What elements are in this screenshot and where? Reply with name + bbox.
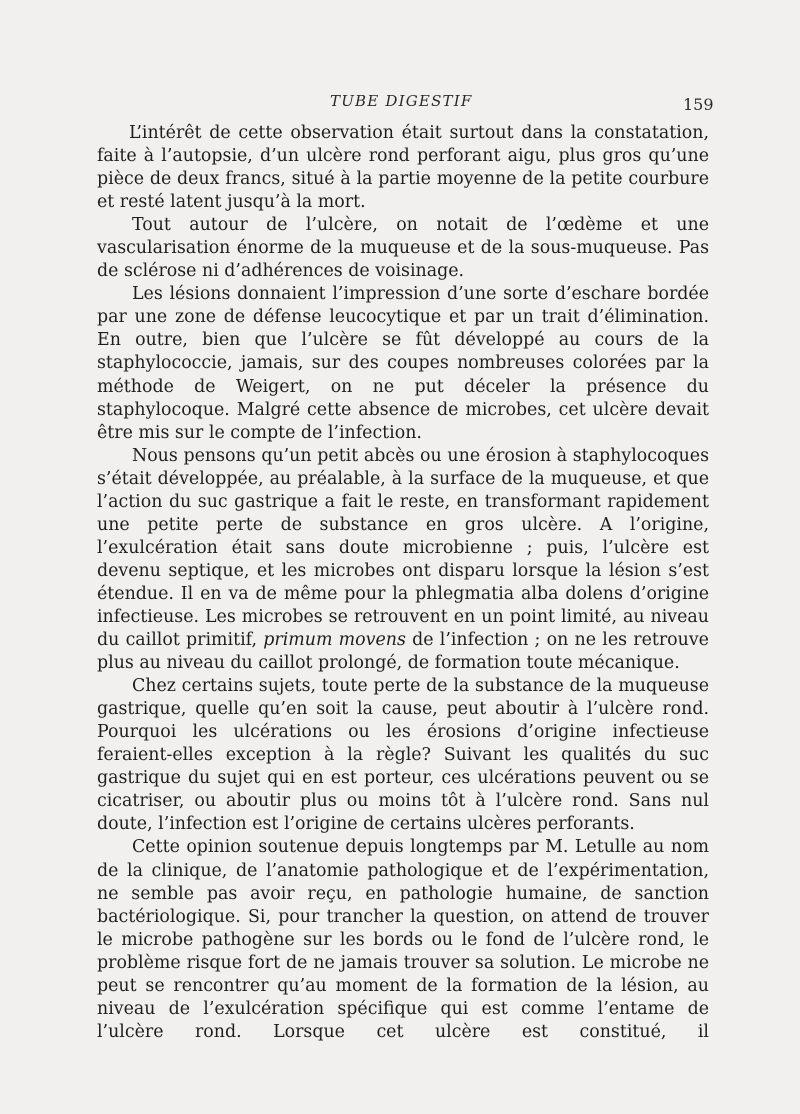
paragraph-4-text-after: de l’infection ; on ne les retrouve plus au niveau du caillot prolongé, de formation toute mécanique.: [97, 630, 709, 674]
body-text: [97, 122, 709, 1044]
paragraph-3: Les lésions donnaient l’impression d’une sorte d’eschare bordée par une zone de défense leucocytique et par un trait d’élimination. En outre, bien que l’ulcère se fût développé au cours de la staphylococcie, jamais, sur des coupes nombreuses colorées par la méthode de Weigert, on ne put déceler la présence du staphylocoque. Malgré cette absence de microbes, cet ulcère devait être mis sur le compte de l’infection.: [97, 284, 709, 443]
running-head-title: TUBE DIGESTIF: [330, 92, 473, 110]
paragraph-4-text-before: Nous pensons qu’un petit abcès ou une érosion à staphylocoques s’était développée, au préalable, à la surface de la muqueuse, et que l’action du suc gastrique a fait le reste, en transformant rapidement une petite perte de substance en gros ulcère. A l’origine, l’exulcération était sans doute microbienne ; puis, l’ulcère est devenu septique, et les microbes ont disparu lorsque la lésion s’est étendue. Il en va de même pour la phlegmatia alba dolens d’origine infectieuse. Les microbes se retrouvent en un point limité, au niveau du caillot primitif,: [97, 445, 709, 651]
running-head: [0, 92, 800, 116]
paragraph-4: [97, 445, 709, 675]
paragraph-6: Cette opinion soutenue depuis longtemps par M. Letulle au nom de la clinique, de l’anatomie pathologique et de l’expérimentation, ne semble pas avoir reçu, en pathologie humaine, de sanction bactériologique. Si, pour trancher la question, on attend de trouver le microbe pathogène sur les bords ou le fond de l’ulcère rond, le problème risque fort de ne jamais trouver sa solution. Le microbe ne peut se rencontrer qu’au moment de la formation de la lésion, au niveau de l’exulcération spécifique qui est comme l’entame de l’ulcère rond. Lorsque cet ulcère est constitué, il: [97, 837, 709, 1042]
page-number: 159: [683, 95, 714, 114]
paragraph-5: Chez certains sujets, toute perte de la substance de la muqueuse gastrique, quelle qu’en soit la cause, peut aboutir à l’ulcère rond. Pourquoi les ulcérations ou les érosions d’origine infectieuse feraient-elles exception à la règle? Suivant les qualités du suc gastrique du sujet qui en est porteur, ces ulcérations peuvent ou se cicatriser, ou aboutir plus ou moins tôt à l’ulcère rond. Sans nul doute, l’infection est l’origine de certains ulcères perforants.: [97, 676, 709, 835]
paragraph-4-italic-phrase: primum movens: [263, 630, 406, 651]
paragraph-2: Tout autour de l’ulcère, on notait de l’œdème et une vascularisation énorme de la muqueuse et de la sous-muqueuse. Pas de sclérose ni d’adhérences de voisinage.: [97, 215, 709, 282]
paragraph-1: L’intérêt de cette observation était surtout dans la constatation, faite à l’autopsie, d’un ulcère rond perforant aigu, plus gros qu’une pièce de deux francs, situé à la partie moyenne de la petite courbure et resté latent jusqu’à la mort.: [97, 123, 709, 213]
